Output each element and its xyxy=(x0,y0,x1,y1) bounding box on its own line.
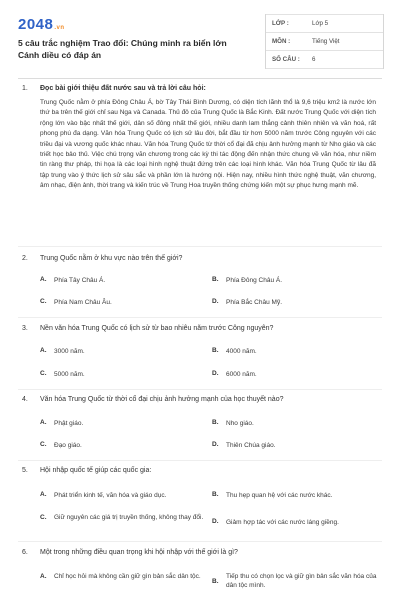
meta-value: Lớp 5 xyxy=(312,20,329,27)
option-c[interactable] xyxy=(40,298,112,307)
option-text: Nho giáo. xyxy=(226,420,254,427)
metadata-table xyxy=(265,14,384,69)
option-text: Đạo giáo. xyxy=(54,442,82,449)
meta-row-class xyxy=(266,14,383,33)
reading-passage: Trung Quốc nằm ở phía Đông Châu Á, bờ Tây Thái Bình Dương, có diện tích lãnh thổ là 9,6 triệu km2 là nước lớn thứ ba trên thế giới chỉ sau Nga và Canada. Thủ đô của Trung Quốc là Bắc Kinh. Đất nước Trung Quốc với diện tích rộng lớn vào bậc nhất thế giới, dân số đông nhất thế giới, nhiều danh lam thắng cảnh thiên nhiên và văn hoá, rất phong phú đa dạng. Văn hóa Trung Quốc có lịch sử lâu đời, bắt đầu từ hơn 5000 năm trước Công nguyên với các triều đại và vương quốc khác nhau. Văn hóa Trung Quốc từ thời cổ đại đã chịu ảnh hưởng mạnh từ Nho giáo và các triết học bảo thủ. Việc chú trọng văn chương trong các kỳ thi tác động đến nhận thức chung về văn hóa, như niềm tin ràng thư pháp, thi họa là các loại hình nghệ thuật đứng trên các loại hình khác. Văn hóa Trung Quốc từ lâu đã tập trung vào ý thức lịch sử sâu sắc và phần lớn là hướng nội. Hiện nay, nhiều hình thức nghệ thuật, văn chương, âm nhạc, điện ảnh, thời trang và kiến trúc về Trung Hoa truyền thống chứng kiến một sự phục hưng mạnh mẽ. xyxy=(40,99,376,190)
meta-key: MÔN : xyxy=(272,38,291,45)
option-text: Phía Nam Châu Âu. xyxy=(54,299,112,306)
option-b[interactable] xyxy=(212,276,282,285)
option-letter: B. xyxy=(212,347,219,354)
option-letter: C. xyxy=(40,298,47,305)
option-text: Phía Bắc Châu Mỹ. xyxy=(226,299,282,306)
option-text: 4000 năm. xyxy=(226,348,257,355)
header-divider xyxy=(18,78,382,79)
site-logo[interactable] xyxy=(18,16,65,33)
question-divider xyxy=(18,541,382,542)
question-number: 4. xyxy=(22,396,28,403)
option-text: Thiên Chúa giáo. xyxy=(226,442,276,449)
option-text: Giữ nguyên các giá trị truyền thống, không thay đổi. xyxy=(54,514,204,521)
worksheet-header xyxy=(18,12,382,76)
option-letter: B. xyxy=(212,577,219,585)
option-text: Phát triển kinh tế, văn hóa và giáo dục. xyxy=(54,492,167,499)
option-text: Giảm hợp tác với các nước láng giềng. xyxy=(226,519,339,526)
option-letter: B. xyxy=(212,419,219,426)
option-text: 3000 năm. xyxy=(54,348,85,355)
option-d[interactable] xyxy=(212,441,276,450)
option-letter: D. xyxy=(212,518,219,525)
question-number: 3. xyxy=(22,325,28,332)
meta-row-count xyxy=(266,51,383,69)
meta-key: LỚP : xyxy=(272,20,289,27)
option-b[interactable] xyxy=(212,491,332,500)
option-text: 5000 năm. xyxy=(54,371,85,378)
option-letter: D. xyxy=(212,441,219,448)
option-letter: B. xyxy=(212,276,219,283)
option-text: Thu hẹp quan hệ với các nước khác. xyxy=(226,492,333,499)
option-letter: D. xyxy=(212,370,219,377)
option-text: Phật giáo. xyxy=(54,420,84,427)
question-text: Trung Quốc nằm ở khu vực nào trên thế giới? xyxy=(40,255,183,262)
logo-main-text: 2048 xyxy=(18,16,54,33)
option-letter: A. xyxy=(40,347,47,354)
option-letter: A. xyxy=(40,491,47,498)
option-letter: C. xyxy=(40,441,47,448)
option-text: 6000 năm. xyxy=(226,371,257,378)
question-text: Văn hóa Trung Quốc từ thời cổ đại chịu ảnh hưởng mạnh của học thuyết nào? xyxy=(40,396,284,403)
option-letter: A. xyxy=(40,573,47,580)
question-text: Một trong những điều quan trọng khi hội nhập với thế giới là gì? xyxy=(40,549,238,556)
meta-value: Tiếng Việt xyxy=(312,38,340,45)
option-text: Phía Đông Châu Á. xyxy=(226,277,283,284)
option-d[interactable] xyxy=(212,518,339,527)
option-d[interactable] xyxy=(212,370,257,379)
option-text: Phía Tây Châu Á. xyxy=(54,277,106,284)
logo-suffix-text: .vn xyxy=(54,25,65,31)
option-letter: C. xyxy=(40,514,47,521)
option-c[interactable] xyxy=(40,370,85,379)
option-a[interactable] xyxy=(40,572,206,581)
option-letter: B. xyxy=(212,491,219,498)
meta-value: 6 xyxy=(312,56,316,63)
option-letter: A. xyxy=(40,276,47,283)
question-number: 5. xyxy=(22,467,28,474)
option-b[interactable] xyxy=(212,572,380,590)
meta-row-subject xyxy=(266,33,383,51)
option-a[interactable] xyxy=(40,491,166,500)
question-divider xyxy=(18,460,382,461)
question-text: Nền văn hóa Trung Quốc có lịch sử từ bao nhiêu năm trước Công nguyên? xyxy=(40,325,274,332)
option-c[interactable] xyxy=(40,441,82,450)
question-text: Hội nhập quốc tế giúp các quốc gia: xyxy=(40,467,152,474)
option-a[interactable] xyxy=(40,276,105,285)
option-letter: A. xyxy=(40,419,47,426)
option-letter: C. xyxy=(40,370,47,377)
question-number: 1. xyxy=(22,85,28,92)
question-number: 2. xyxy=(22,255,28,262)
meta-key: SỐ CÂU : xyxy=(272,56,300,63)
option-c[interactable] xyxy=(40,513,206,522)
question-divider xyxy=(18,389,382,390)
document-title: 5 câu trắc nghiệm Trao đổi: Chúng minh ra biển lớn Cánh diều có đáp án xyxy=(18,38,227,60)
question-number: 6. xyxy=(22,549,28,556)
option-text: Chỉ học hỏi mà không cần giữ gìn bản sắc dân tộc. xyxy=(54,573,201,580)
question-text: Đọc bài giới thiệu đất nước sau và trả lời câu hỏi: xyxy=(40,85,206,92)
question-divider xyxy=(18,317,382,318)
option-a[interactable] xyxy=(40,347,85,356)
question-divider xyxy=(18,246,382,247)
option-d[interactable] xyxy=(212,298,282,307)
option-b[interactable] xyxy=(212,419,254,428)
option-a[interactable] xyxy=(40,419,83,428)
option-text: Tiếp thu có chọn lọc và giữ gìn bản sắc văn hóa của dân tộc mình. xyxy=(226,573,377,589)
option-b[interactable] xyxy=(212,347,257,356)
option-letter: D. xyxy=(212,298,219,305)
